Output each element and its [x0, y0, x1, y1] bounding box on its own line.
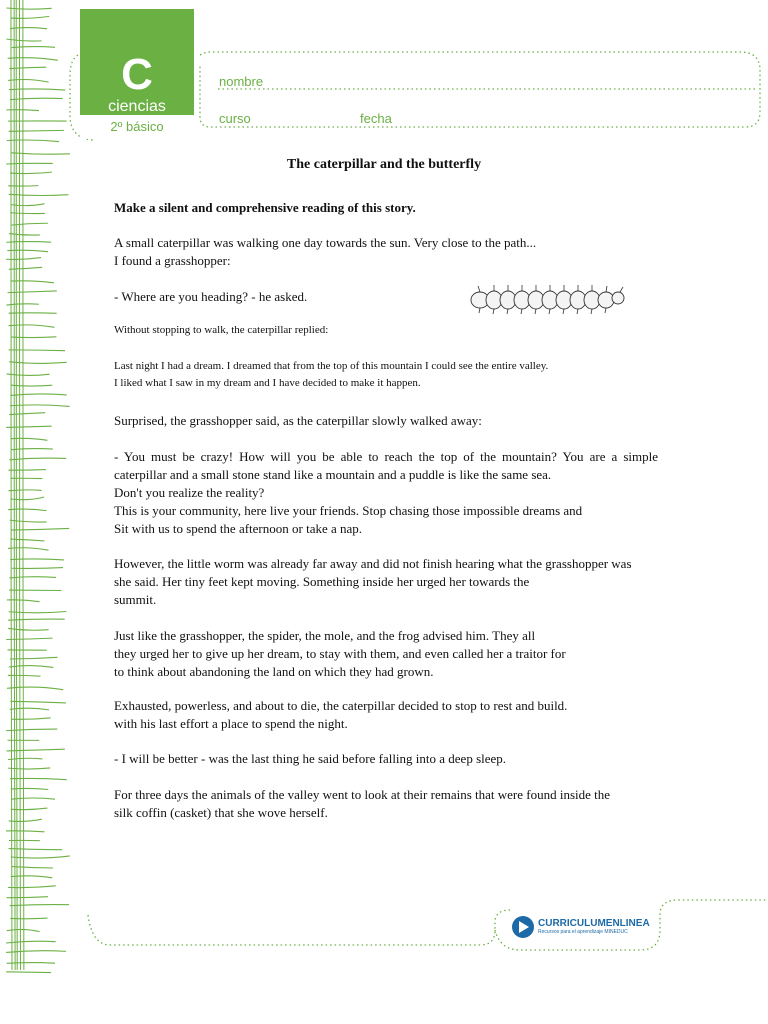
story-line: Don't you realize the reality?	[114, 485, 265, 500]
grass-border-decoration	[0, 0, 70, 990]
story-line: Last night I had a dream. I dreamed that from the top of this mountain I could see the entire valley.	[114, 360, 549, 372]
name-field-label: nombre	[219, 74, 264, 89]
story-paragraph	[114, 697, 658, 733]
story-line: Sit with us to spend the afternoon or take a nap.	[114, 521, 363, 536]
story-line: - You must be crazy! How will you be able to reach the top of the mountain? You are a simple caterpillar and a small stone stand like a mountain and a puddle is like the same sea.	[114, 449, 658, 482]
story-line: This is your community, here live your friends. Stop chasing those impossible dreams and	[114, 503, 583, 518]
badge-letter: C	[121, 50, 153, 99]
story-line: to think about abandoning the land on which they had grown.	[114, 664, 434, 679]
badge-subject: ciencias	[108, 98, 166, 115]
story-paragraph	[114, 786, 658, 822]
curriculum-logo	[512, 916, 650, 938]
badge-grade-text: 2º básico	[110, 119, 164, 134]
story-line: she said. Her tiny feet kept moving. Something inside her urged her towards the	[114, 574, 530, 589]
instruction-text: Make a silent and comprehensive reading of this story.	[114, 200, 416, 215]
story-line: they urged her to give up her dream, to stay with them, and even called her a traitor for	[114, 646, 566, 661]
story-line: I liked what I saw in my dream and I have decided to make it happen.	[114, 377, 421, 389]
story-line: However, the little worm was already far away and did not finish hearing what the grasshopper was	[114, 556, 632, 571]
play-arrow-icon	[512, 916, 534, 938]
story-paragraph: - I will be better - was the last thing he said before falling into a deep sleep.	[114, 751, 507, 766]
story-line: I found a grasshopper:	[114, 253, 231, 268]
logo-tagline: Recursos para el aprendizaje MINEDUC	[538, 929, 628, 935]
story-line: Just like the grasshopper, the spider, the mole, and the frog advised him. They all	[114, 628, 536, 643]
story-paragraph	[114, 358, 658, 392]
story-line: silk coffin (casket) that she wove herself.	[114, 805, 328, 820]
story-paragraph	[114, 555, 658, 609]
story-paragraph	[114, 234, 658, 270]
story-paragraph	[114, 627, 658, 681]
story-line: For three days the animals of the valley went to look at their remains that were found inside the	[114, 787, 611, 802]
story-line: Exhausted, powerless, and about to die, the caterpillar decided to stop to rest and build.	[114, 698, 568, 713]
course-field-label: curso	[219, 111, 251, 126]
logo-text: CURRICULUMENLINEA	[538, 918, 650, 929]
caterpillar-illustration	[468, 283, 628, 317]
story-paragraph: Without stopping to walk, the caterpillar replied:	[114, 324, 329, 336]
date-field-label: fecha	[360, 111, 392, 126]
story-line: A small caterpillar was walking one day towards the sun. Very close to the path...	[114, 235, 537, 250]
story-paragraph: - Where are you heading? - he asked.	[114, 289, 308, 304]
page-title: The caterpillar and the butterfly	[286, 157, 482, 172]
badge-grade	[80, 115, 194, 139]
story-paragraph: Surprised, the grasshopper said, as the caterpillar slowly walked away:	[114, 413, 482, 428]
story-paragraph	[114, 448, 658, 538]
story-line: summit.	[114, 592, 157, 607]
story-line: with his last effort a place to spend the night.	[114, 716, 348, 731]
